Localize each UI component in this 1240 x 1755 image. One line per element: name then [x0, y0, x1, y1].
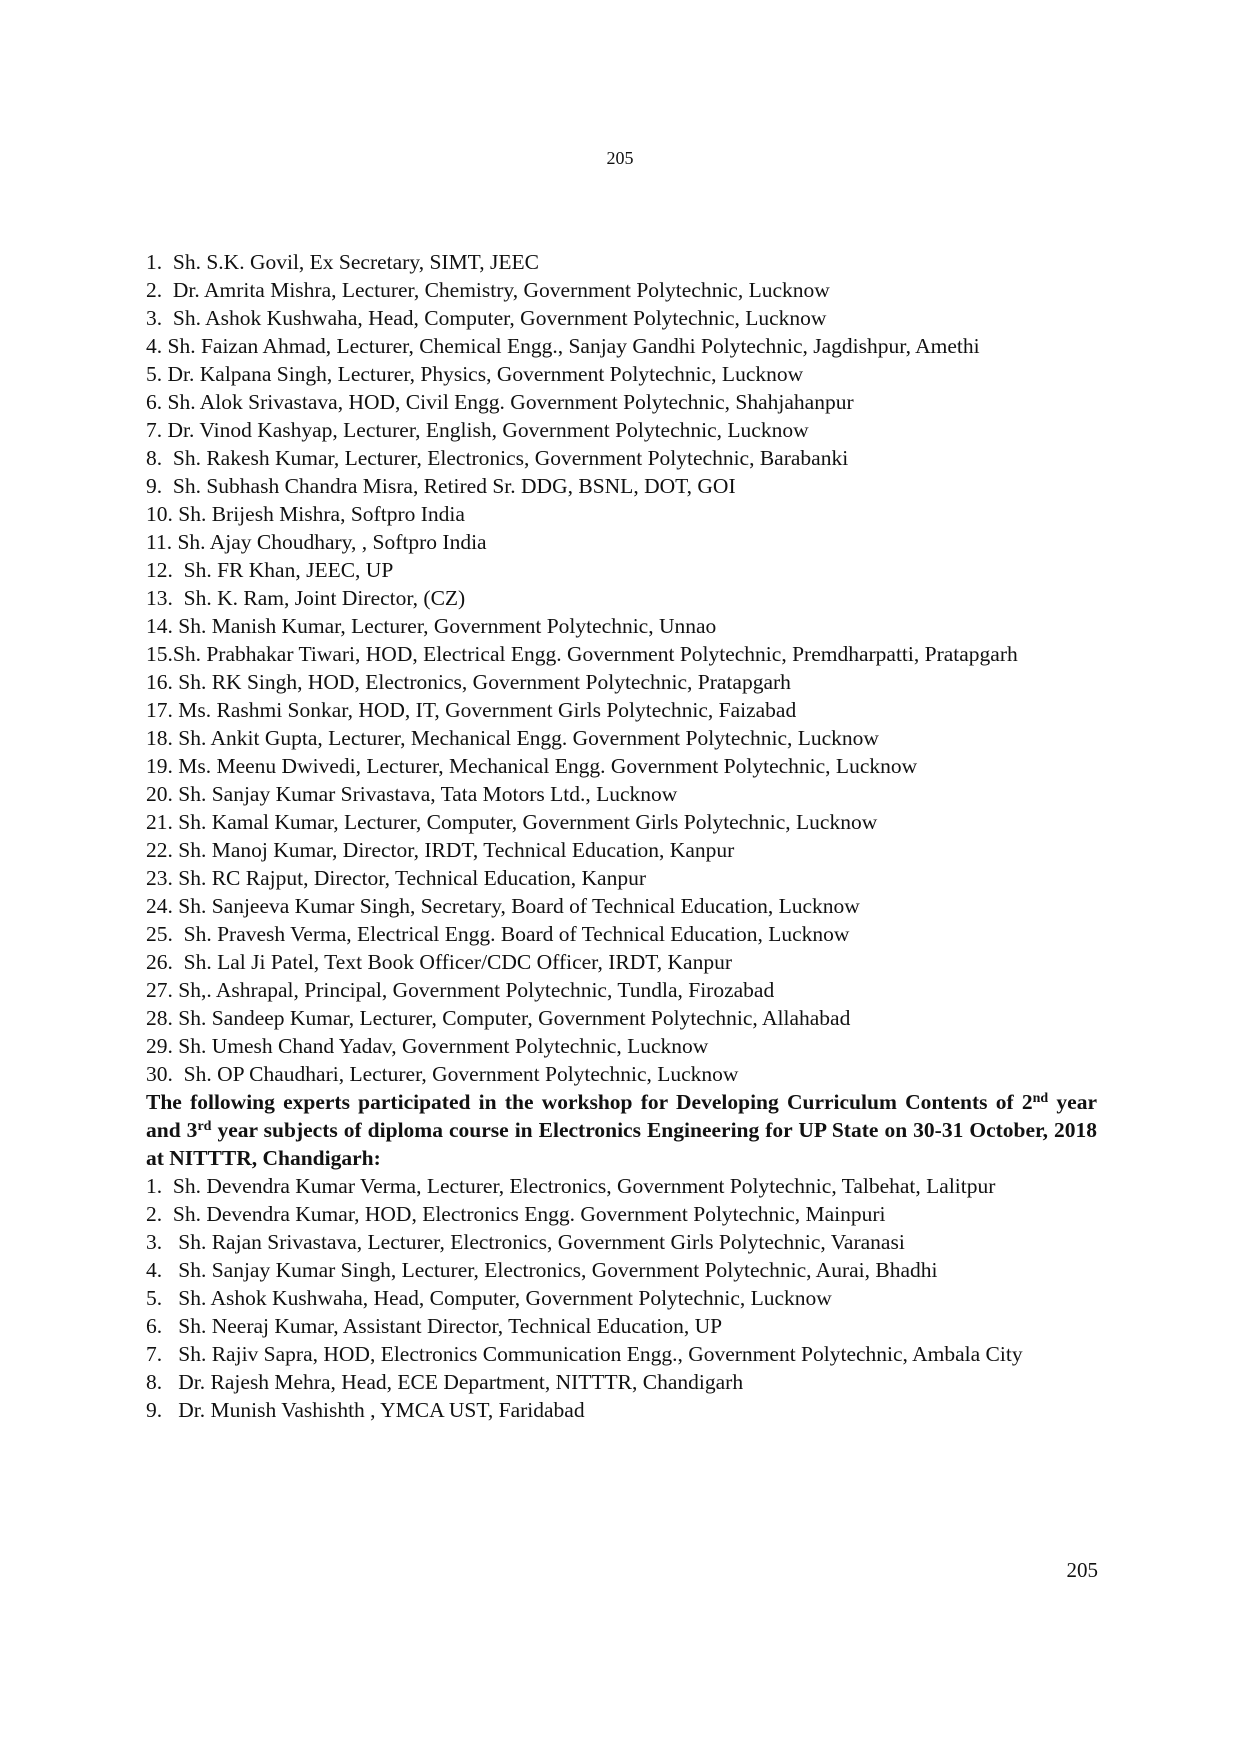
list-item-number: 22.: [146, 838, 179, 862]
list-item: [146, 584, 1097, 612]
list-item-number: 5.: [146, 1286, 179, 1310]
heading-part-3: year subjects of diploma course in Electronics Engineering for UP State on 30-31 October, 2018 at NITTTR, Chandigarh:: [146, 1118, 1097, 1170]
list-item: [146, 472, 1097, 500]
list-item: [146, 248, 1097, 276]
list-item-text: Sh. Prabhakar Tiwari, HOD, Electrical Engg. Government Polytechnic, Premdharpatti, Pratapgarh: [172, 642, 1018, 666]
list-item-text: Sh. Sandeep Kumar, Lecturer, Computer, Government Polytechnic, Allahabad: [178, 1006, 851, 1030]
list-item-number: 9.: [146, 1398, 179, 1422]
list-item-text: Dr. Vinod Kashyap, Lecturer, English, Government Polytechnic, Lucknow: [167, 418, 809, 442]
list-item: [146, 864, 1097, 892]
list-item: [146, 612, 1097, 640]
list-item-text: Sh. Rajan Srivastava, Lecturer, Electronics, Government Girls Polytechnic, Varanasi: [178, 1230, 905, 1254]
page-content: [146, 248, 1097, 1424]
list-item: [146, 500, 1097, 528]
list-item: [146, 1060, 1097, 1088]
list-item-number: 10.: [146, 502, 179, 526]
list-item-number: 16.: [146, 670, 179, 694]
list-item-number: 4.: [146, 1258, 179, 1282]
list-item-number: 12.: [146, 558, 184, 582]
list-item: [146, 752, 1097, 780]
list-item: [146, 1284, 1097, 1312]
list-item-number: 21.: [146, 810, 179, 834]
list-item: [146, 948, 1097, 976]
participants-list-one: [146, 248, 1097, 1088]
list-item-text: Sh. OP Chaudhari, Lecturer, Government Polytechnic, Lucknow: [183, 1062, 739, 1086]
list-item-number: 15.: [146, 642, 173, 666]
page-number-top: 205: [606, 148, 634, 168]
list-item-text: Ms. Meenu Dwivedi, Lecturer, Mechanical Engg. Government Polytechnic, Lucknow: [178, 754, 918, 778]
list-item-text: Dr. Kalpana Singh, Lecturer, Physics, Government Polytechnic, Lucknow: [167, 362, 804, 386]
list-item: [146, 388, 1097, 416]
list-item-number: 1.: [146, 250, 173, 274]
list-item-text: Dr. Rajesh Mehra, Head, ECE Department, NITTTR, Chandigarh: [178, 1370, 744, 1394]
list-item: [146, 1172, 1097, 1200]
list-item-number: 3.: [146, 1230, 179, 1254]
list-item-number: 30.: [146, 1062, 184, 1086]
list-item-number: 8.: [146, 1370, 179, 1394]
list-item: [146, 976, 1097, 1004]
list-item-number: 28.: [146, 1006, 179, 1030]
list-item-text: Sh,. Ashrapal, Principal, Government Polytechnic, Tundla, Firozabad: [178, 978, 775, 1002]
list-item-text: Ms. Rashmi Sonkar, HOD, IT, Government Girls Polytechnic, Faizabad: [178, 698, 797, 722]
list-item-text: Sh. Subhash Chandra Misra, Retired Sr. DDG, BSNL, DOT, GOI: [172, 474, 736, 498]
list-item-text: Sh. Kamal Kumar, Lecturer, Computer, Government Girls Polytechnic, Lucknow: [178, 810, 878, 834]
list-item-text: Sh. FR Khan, JEEC, UP: [183, 558, 394, 582]
list-item-text: Sh. RK Singh, HOD, Electronics, Government Polytechnic, Pratapgarh: [178, 670, 791, 694]
list-item-text: Sh. Faizan Ahmad, Lecturer, Chemical Engg., Sanjay Gandhi Polytechnic, Jagdishpur, Amethi: [167, 334, 980, 358]
list-item-number: 1.: [146, 1174, 173, 1198]
list-item-text: Sh. Alok Srivastava, HOD, Civil Engg. Government Polytechnic, Shahjahanpur: [167, 390, 854, 414]
list-item-number: 7.: [146, 418, 168, 442]
list-item-text: Sh. Ankit Gupta, Lecturer, Mechanical Engg. Government Polytechnic, Lucknow: [178, 726, 879, 750]
list-item-number: 11.: [146, 530, 178, 554]
list-item: [146, 1200, 1097, 1228]
list-item-number: 13.: [146, 586, 184, 610]
list-item: [146, 808, 1097, 836]
list-item: [146, 332, 1097, 360]
list-item: [146, 1368, 1097, 1396]
list-item-text: Sh. Sanjeeva Kumar Singh, Secretary, Board of Technical Education, Lucknow: [178, 894, 860, 918]
list-item-number: 9.: [146, 474, 173, 498]
list-item-text: Sh. Sanjay Kumar Singh, Lecturer, Electronics, Government Polytechnic, Aurai, Bhadhi: [178, 1258, 938, 1282]
list-item: [146, 1032, 1097, 1060]
list-item-text: Sh. Lal Ji Patel, Text Book Officer/CDC Officer, IRDT, Kanpur: [183, 950, 733, 974]
list-item-text: Sh. Umesh Chand Yadav, Government Polytechnic, Lucknow: [178, 1034, 709, 1058]
heading-sup-2: rd: [197, 1119, 212, 1134]
list-item-text: Dr. Amrita Mishra, Lecturer, Chemistry, Government Polytechnic, Lucknow: [172, 278, 830, 302]
list-item: [146, 1228, 1097, 1256]
participants-list-two: [146, 1172, 1097, 1424]
heading-part-1: The following experts participated in the workshop for Developing Curriculum Contents of 2: [146, 1090, 1033, 1114]
list-item-number: 4.: [146, 334, 168, 358]
list-item-text: Sh. Devendra Kumar Verma, Lecturer, Electronics, Government Polytechnic, Talbehat, Lalitpur: [172, 1174, 996, 1198]
list-item: [146, 1396, 1097, 1424]
list-item: [146, 780, 1097, 808]
list-item-number: 7.: [146, 1342, 179, 1366]
list-item-text: Sh. Ajay Choudhary, , Softpro India: [177, 530, 487, 554]
heading-part-2: year and 3: [146, 1090, 1097, 1142]
list-item-text: Sh. K. Ram, Joint Director, (CZ): [183, 586, 466, 610]
list-item: [146, 836, 1097, 864]
list-item-text: Sh. S.K. Govil, Ex Secretary, SIMT, JEEC: [172, 250, 539, 274]
list-item-number: 27.: [146, 978, 179, 1002]
list-item: [146, 1004, 1097, 1032]
list-item-number: 3.: [146, 306, 173, 330]
list-item-number: 19.: [146, 754, 179, 778]
list-item: [146, 640, 1097, 668]
list-item-number: 26.: [146, 950, 184, 974]
list-item: [146, 556, 1097, 584]
list-item-text: Sh. Brijesh Mishra, Softpro India: [178, 502, 465, 526]
list-item-text: Sh. Neeraj Kumar, Assistant Director, Technical Education, UP: [178, 1314, 723, 1338]
list-item-text: Sh. Sanjay Kumar Srivastava, Tata Motors Ltd., Lucknow: [178, 782, 678, 806]
list-item-number: 14.: [146, 614, 179, 638]
list-item-text: Sh. Manish Kumar, Lecturer, Government Polytechnic, Unnao: [178, 614, 717, 638]
list-item-text: Sh. RC Rajput, Director, Technical Education, Kanpur: [178, 866, 646, 890]
list-item: [146, 696, 1097, 724]
list-item: [146, 416, 1097, 444]
list-item: [146, 724, 1097, 752]
list-item-number: 8.: [146, 446, 173, 470]
workshop-heading: [146, 1088, 1097, 1172]
list-item: [146, 528, 1097, 556]
list-item: [146, 668, 1097, 696]
list-item-number: 2.: [146, 278, 173, 302]
list-item: [146, 892, 1097, 920]
list-item: [146, 1340, 1097, 1368]
list-item-text: Sh. Devendra Kumar, HOD, Electronics Engg. Government Polytechnic, Mainpuri: [172, 1202, 886, 1226]
list-item: [146, 920, 1097, 948]
list-item-text: Dr. Munish Vashishth , YMCA UST, Faridabad: [178, 1398, 585, 1422]
list-item-text: Sh. Rakesh Kumar, Lecturer, Electronics, Government Polytechnic, Barabanki: [172, 446, 849, 470]
list-item: [146, 276, 1097, 304]
list-item-text: Sh. Manoj Kumar, Director, IRDT, Technical Education, Kanpur: [178, 838, 735, 862]
list-item-number: 23.: [146, 866, 179, 890]
list-item-number: 5.: [146, 362, 168, 386]
list-item-number: 29.: [146, 1034, 179, 1058]
list-item: [146, 444, 1097, 472]
list-item-number: 6.: [146, 1314, 179, 1338]
list-item-number: 25.: [146, 922, 184, 946]
list-item: [146, 1256, 1097, 1284]
list-item-number: 20.: [146, 782, 179, 806]
list-item-text: Sh. Ashok Kushwaha, Head, Computer, Government Polytechnic, Lucknow: [172, 306, 827, 330]
list-item: [146, 1312, 1097, 1340]
list-item: [146, 360, 1097, 388]
heading-sup-1: nd: [1032, 1091, 1049, 1106]
list-item: [146, 304, 1097, 332]
list-item-number: 2.: [146, 1202, 173, 1226]
list-item-number: 24.: [146, 894, 179, 918]
list-item-text: Sh. Pravesh Verma, Electrical Engg. Board of Technical Education, Lucknow: [183, 922, 850, 946]
list-item-number: 6.: [146, 390, 168, 414]
page-number-bottom: 205: [1066, 1558, 1098, 1582]
list-item-text: Sh. Rajiv Sapra, HOD, Electronics Communication Engg., Government Polytechnic, Ambala City: [178, 1342, 1023, 1366]
list-item-number: 17.: [146, 698, 179, 722]
list-item-number: 18.: [146, 726, 179, 750]
list-item-text: Sh. Ashok Kushwaha, Head, Computer, Government Polytechnic, Lucknow: [178, 1286, 832, 1310]
